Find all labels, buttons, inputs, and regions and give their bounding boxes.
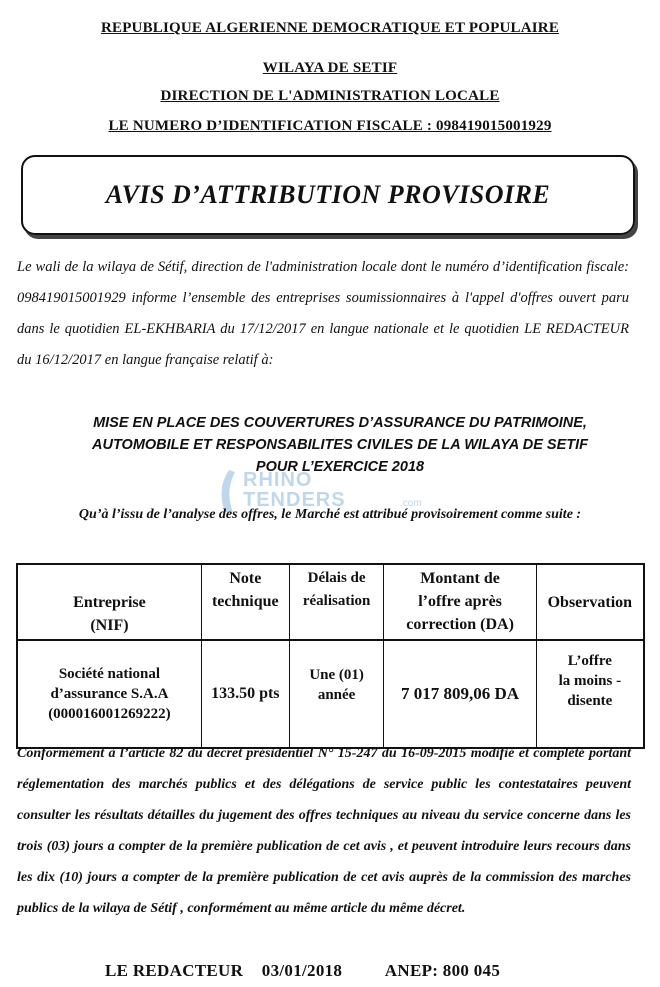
- footer-date: 03/01/2018: [261, 961, 343, 980]
- entreprise-nif: (000016001269222): [48, 706, 171, 722]
- header-republic: REPUBLIQUE ALGERIENNE DEMOCRATIQUE ET POPULAIRE: [100, 20, 560, 36]
- entreprise-name-line-1: Société national: [58, 666, 161, 682]
- header-note: [201, 564, 289, 640]
- title-box: [21, 155, 635, 235]
- tender-subject: [40, 412, 640, 478]
- entreprise-name-line-2: d’assurance S.A.A: [50, 686, 169, 702]
- header-nif-label: (NIF): [90, 617, 129, 634]
- header-entreprise-label: Entreprise: [73, 594, 146, 611]
- header-montant: [384, 564, 536, 640]
- header-technique-label: technique: [211, 593, 279, 610]
- header-correction-label: correction (DA): [406, 616, 514, 633]
- cell-entreprise: [17, 640, 201, 748]
- cell-note: 133.50 pts: [201, 640, 289, 748]
- observation-line-2: la moins -: [558, 673, 622, 689]
- header-wilaya: WILAYA DE SETIF: [262, 60, 398, 76]
- award-table: [16, 563, 645, 749]
- header-nif: LE NUMERO D’IDENTIFICATION FISCALE : 098419015001929: [108, 118, 552, 134]
- header-observation: Observation: [536, 564, 644, 640]
- header-delais: [289, 564, 384, 640]
- delais-unit: année: [317, 687, 356, 703]
- table-row: [17, 640, 644, 748]
- delais-value: Une (01): [309, 667, 364, 683]
- header-direction: DIRECTION DE L'ADMINISTRATION LOCALE: [160, 88, 500, 104]
- header-entreprise: [17, 564, 201, 640]
- cell-delais: [289, 640, 384, 748]
- footer: [105, 961, 575, 981]
- table-header-row: [17, 564, 644, 640]
- result-intro: Qu’à l’issu de l’analyse des offres, le Marché est attribué provisoirement comme suite :: [78, 507, 582, 522]
- observation-line-1: L’offre: [567, 653, 612, 669]
- subject-line-1: MISE EN PLACE DES COUVERTURES D’ASSURANCE DU PATRIMOINE,: [93, 415, 587, 431]
- footer-newspaper: LE REDACTEUR: [105, 961, 244, 980]
- header-montant-label: Montant de: [420, 570, 500, 587]
- cell-observation: [536, 640, 644, 748]
- observation-line-3: disente: [567, 693, 613, 709]
- watermark-text: RHINO TENDERS: [243, 469, 346, 511]
- intro-paragraph: Le wali de la wilaya de Sétif, direction de l'administration locale dont le numéro d’identification fiscale: 098419015001929 informe l’ensemble des entreprises soumissionnaires à l'appel d'offres ouvert paru dans le quotidien EL-EKHBARIA du 17/12/2017 en langue nationale et le quotidien LE REDACTEUR du 16/12/2017 en langue française relatif à:: [17, 259, 629, 368]
- subject-line-2: AUTOMOBILE ET RESPONSABILITES CIVILES DE LA WILAYA DE SETIF: [92, 437, 588, 453]
- header-delais-label: Délais de: [307, 570, 366, 586]
- conclusion-paragraph: Conformément à l’article 82 du décret présidentiel N° 15-247 du 16-09-2015 modifié et complété portant réglementation des marchés publics et des délégations de service public les contestataires peuvent consulter les résultats détailles du jugement des offres techniques au niveau du service concerne dans les trois (03) jours a compter de la première publication de cet avis , et peuvent introduire leurs recours dans les dix (10) jours a compter de la première publication de cet avis auprès de la commission des marches publics de la wilaya de Sétif , conformément au même article du même décret.: [17, 746, 631, 916]
- subject-line-3: POUR L’EXERCICE 2018: [255, 459, 425, 475]
- header-offre-label: l’offre après: [418, 593, 502, 610]
- header-realisation-label: réalisation: [302, 593, 371, 609]
- cell-montant: 7 017 809,06 DA: [384, 640, 536, 748]
- watermark-suffix: .com: [400, 498, 422, 509]
- header-note-label: Note: [229, 570, 262, 587]
- page-title: AVIS D’ATTRIBUTION PROVISOIRE: [105, 180, 551, 209]
- footer-anep: ANEP: 800 045: [384, 961, 501, 980]
